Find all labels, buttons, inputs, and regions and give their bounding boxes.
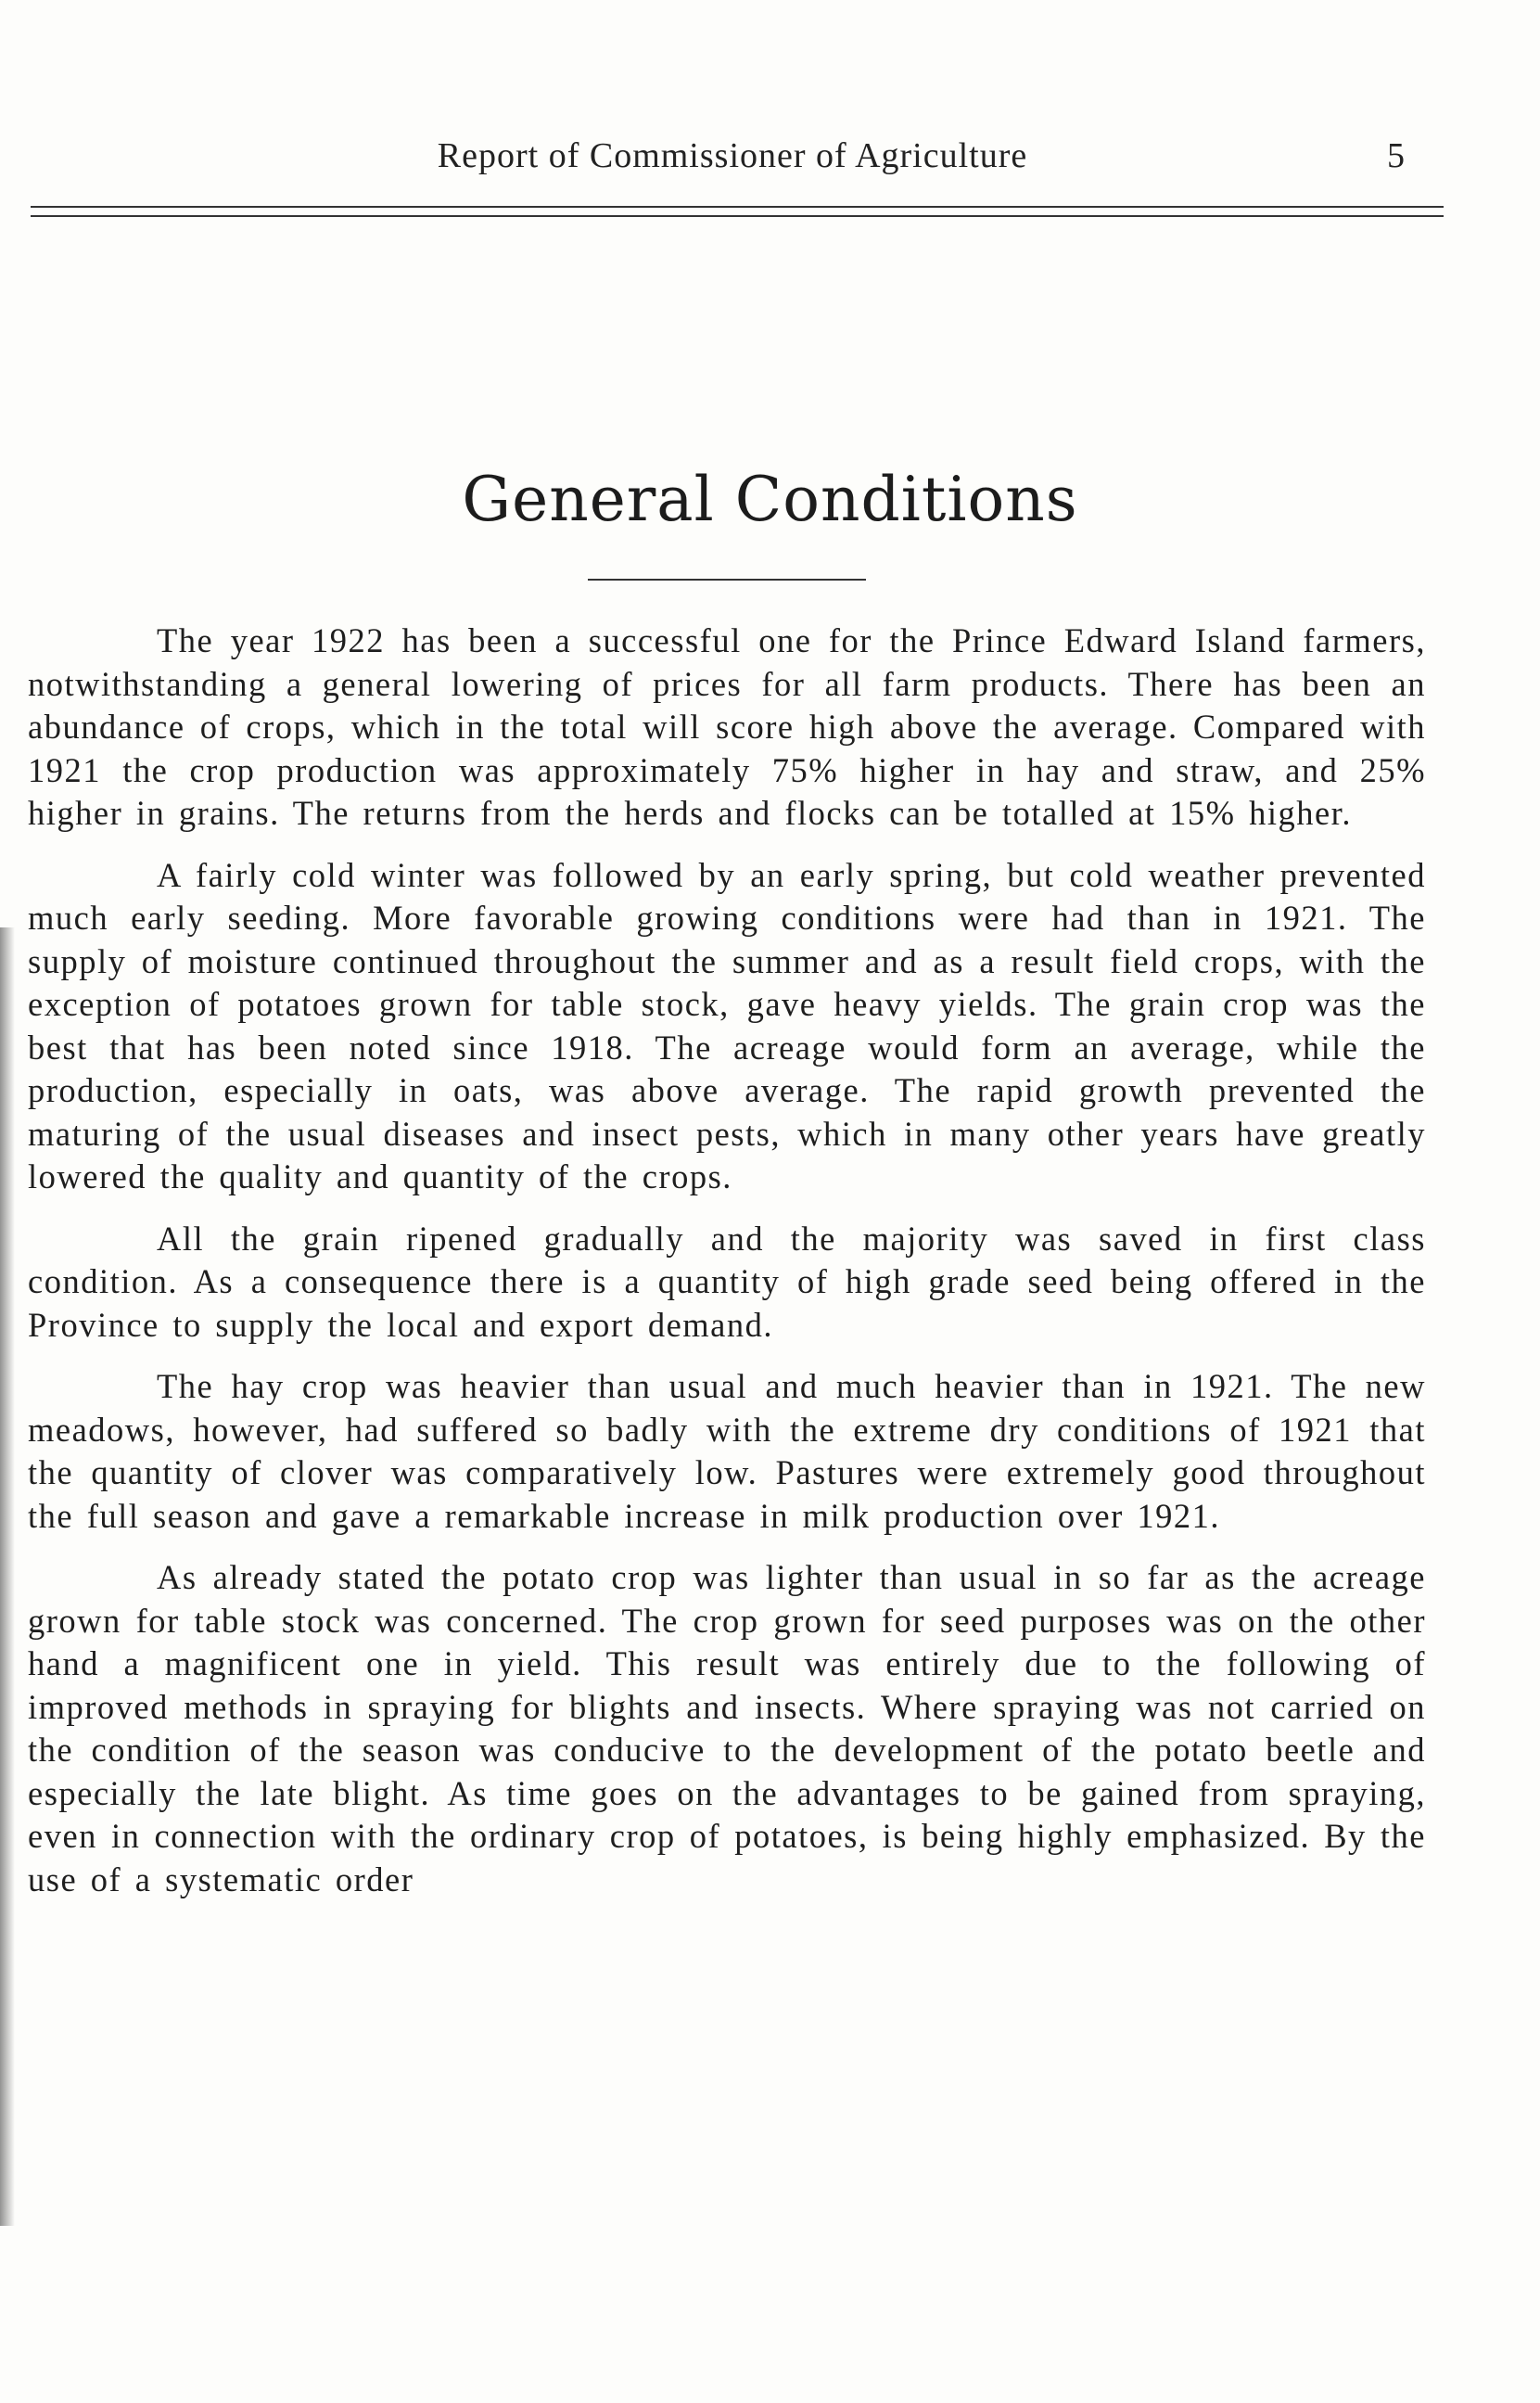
paragraph: As already stated the potato crop was lighter than usual in so far as the acreage grown for table stock was concerned. The crop grown for seed purposes was on the other hand a magnificent one in yield. This result was entirely due to the following of improved methods in spraying for blights and insects. Where spraying was not carried on the condition of the season was conducive to the development of the potato beetle and especially the late blight. As time goes on the advantages to be gained from spraying, even in connection with the ordinary crop of potatoes, is being highly emphasized. By the use of a systematic order [28,1558,1426,1898]
paragraph: The hay crop was heavier than usual and much heavier than in 1921. The new meadows, however, had suffered so badly with the extreme dry conditions of 1921 that the quantity of clover was comparatively low. Pastures were extremely good throughout the full season and gave a remarkable increase in milk production over 1921. [28,1367,1426,1535]
page-number: 5 [1387,136,1405,175]
page-edge-shadow [0,927,15,2226]
title-underline-rule [588,579,866,581]
running-header [0,135,1540,191]
article-body [28,620,1426,1920]
section-title: General Conditions [462,464,1078,535]
running-title: Report of Commissioner of Agriculture [437,136,1028,175]
paragraph: All the grain ripened gradually and the majority was saved in first class condition. As a consequence there is a quantity of high grade seed being offered in the Province to supply the local and export demand. [28,1219,1426,1344]
paragraph: The year 1922 has been a successful one for the Prince Edward Island farmers, notwithstanding a general lowering of prices for all farm products. There has been an abundance of crops, which in the total will score high above the average. Compared with 1921 the crop production was approximately 75% higher in hay and straw, and 25% higher in grains. The returns from the herds and flocks can be totalled at 15% higher. [28,621,1426,832]
paragraph: A fairly cold winter was followed by an early spring, but cold weather prevented much early seeding. More favorable growing conditions were had than in 1921. The supply of moisture continued throughout the summer and as a result field crops, with the exception of potatoes grown for table stock, gave heavy yields. The grain crop was the best that has been noted since 1918. The acreage would form an average, while the production, especially in oats, was above average. The rapid growth prevented the maturing of the usual diseases and insect pests, which in many other years have greatly lowered the quality and quantity of the crops. [28,855,1426,1195]
header-double-rule [31,206,1444,217]
